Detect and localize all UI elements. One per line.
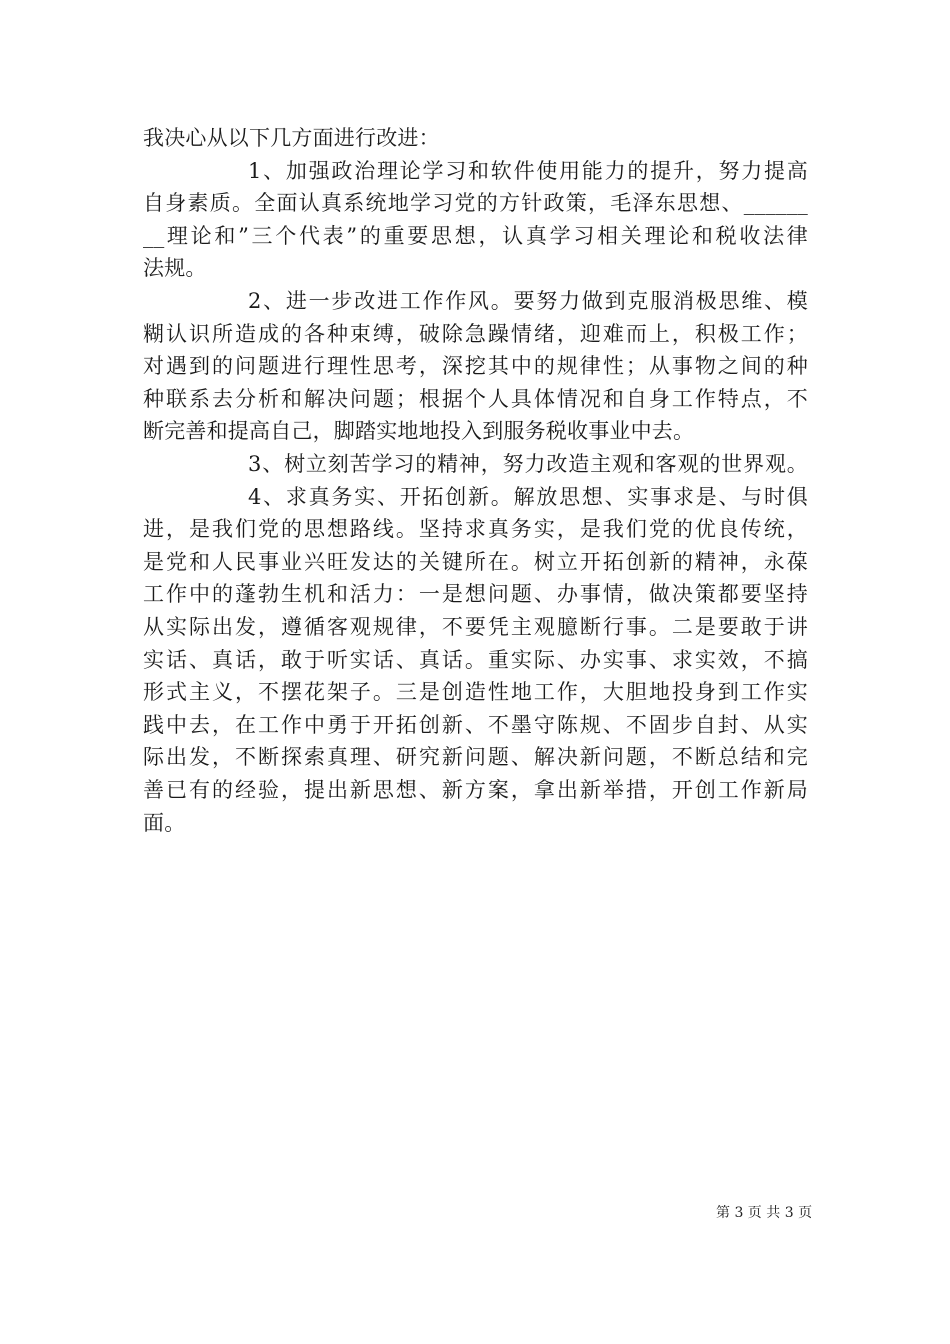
text-line: 际出发，不断探索真理、研究新问题、解决新问题，不断总结和完: [143, 745, 808, 770]
text-line: 4、求真务实、开拓创新。解放思想、实事求是、与时俱: [248, 484, 808, 509]
text-line: 3、树立刻苦学习的精神，努力改造主观和客观的世界观。: [248, 452, 808, 476]
text-line: 对遇到的问题进行理性思考，深挖其中的规律性；从事物之间的种: [143, 354, 808, 379]
text-line: 实话、真话，敢于听实话、真话。重实际、办实事、求实效，不搞: [143, 647, 808, 672]
text-line: 进，是我们党的思想路线。坚持求真务实，是我们党的优良传统，: [143, 517, 808, 542]
text-line: 形式主义，不摆花架子。三是创造性地工作，大胆地投身到工作实: [143, 680, 808, 705]
text-line: __理论和”三个代表”的重要思想，认真学习相关理论和税收法律: [143, 223, 808, 248]
page-number: 第 3 页 共 3 页: [716, 1205, 813, 1221]
text-line: 工作中的蓬勃生机和活力：一是想问题、办事情，做决策都要坚持: [143, 582, 808, 607]
text-line: 是党和人民事业兴旺发达的关键所在。树立开拓创新的精神，永葆: [143, 549, 808, 574]
text-line: 从实际出发，遵循客观规律，不要凭主观臆断行事。二是要敢于讲: [143, 615, 808, 639]
text-line: 糊认识所造成的各种束缚，破除急躁情绪，迎难而上，积极工作；: [143, 321, 808, 346]
text-line: 断完善和提高自己，脚踏实地地投入到服务税收事业中去。: [143, 419, 695, 444]
text-line: 种联系去分析和解决问题；根据个人具体情况和自身工作特点，不: [143, 386, 808, 411]
text-line: 自身素质。全面认真系统地学习党的方针政策，毛泽东思想、______: [143, 191, 808, 216]
text-line: 践中去，在工作中勇于开拓创新、不墨守陈规、不固步自封、从实: [143, 712, 808, 737]
text-line: 2、进一步改进工作作风。要努力做到克服消极思维、模: [248, 289, 808, 313]
text-line: 1、加强政治理论学习和软件使用能力的提升，努力提高: [248, 158, 808, 183]
text-line: 法规。: [143, 256, 207, 281]
text-line: 我决心从以下几方面进行改进：: [143, 126, 440, 150]
text-line: 善已有的经验，提出新思想、新方案，拿出新举措，开创工作新局: [143, 778, 808, 802]
text-line: 面。: [143, 810, 186, 835]
